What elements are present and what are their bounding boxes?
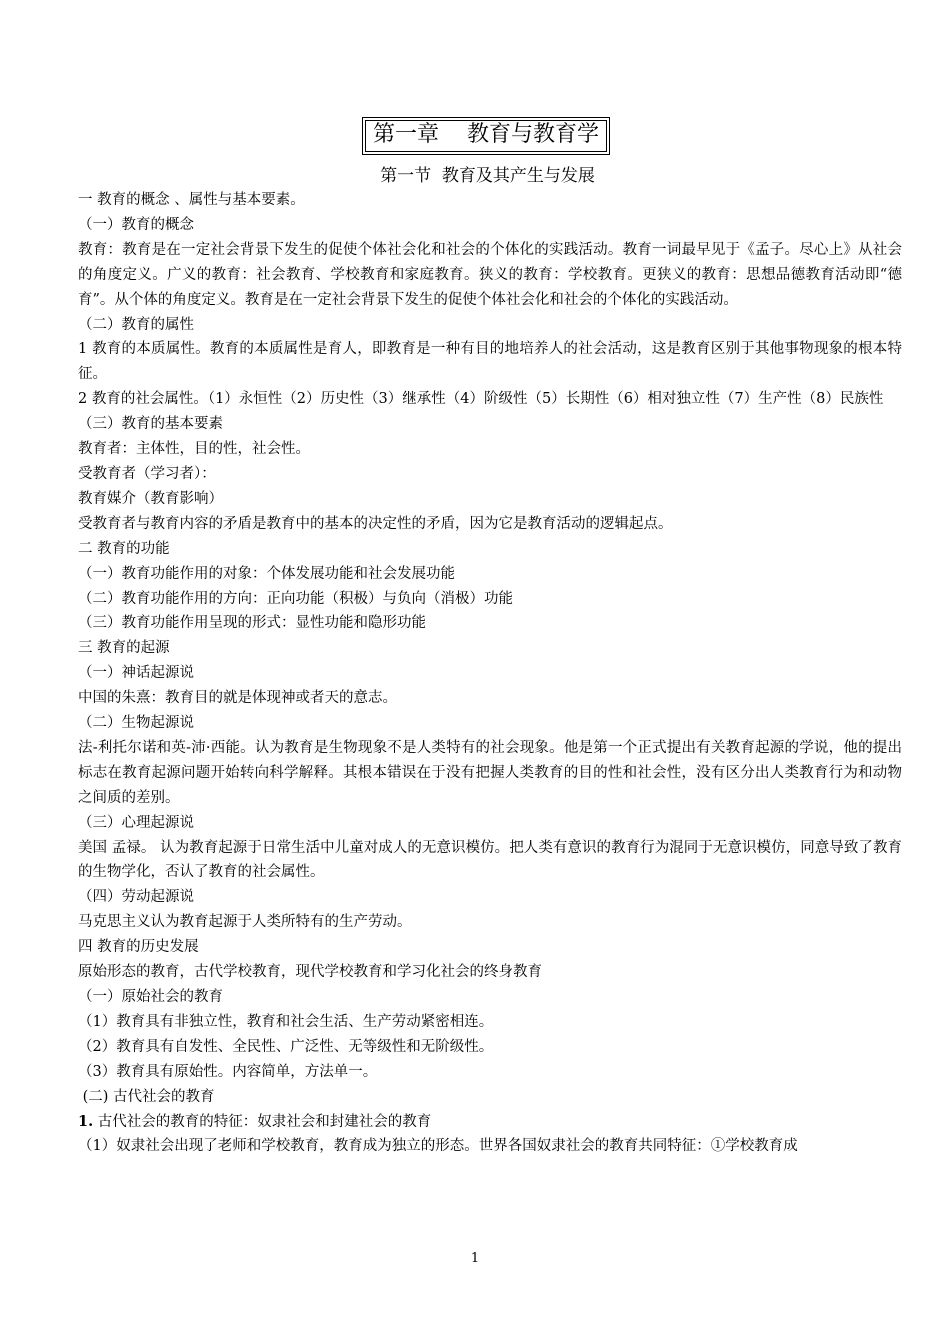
paragraph: 教育者：主体性，目的性，社会性。 xyxy=(78,441,310,458)
paragraph: （二）教育功能作用的方向：正向功能（积极）与负向（消极）功能 xyxy=(78,590,513,607)
chapter-title: 第一章 教育与教育学 xyxy=(373,122,599,147)
subheading: （三）教育的基本要素 xyxy=(78,416,223,433)
list-item: （2）教育具有自发性、全民性、广泛性、无等级性和无阶级性。 xyxy=(78,1038,494,1055)
subheading: （二）生物起源说 xyxy=(78,715,194,732)
subheading: （二）教育的属性 xyxy=(78,316,194,333)
paragraph: 教育：教育是在一定社会背景下发生的促使个体社会化和社会的个体化的实践活动。教育一词最早见于《孟子。尽心上》从社会的角度定义。广义的教育：社会教育、学校教育和家庭教育。狭义的教育：学校教育。更狭义的教育：思想品德教育活动即“德育”。从个体的角度定义。教育是在一定社会背景下发生的促使个体社会化和社会的个体化的实践活动。 xyxy=(78,241,902,308)
paragraph: 2 教育的社会属性。（1）永恒性（2）历史性（3）继承性（4）阶级性（5）长期性（6）相对独立性（7）生产性（8）民族性 xyxy=(78,391,884,408)
heading-3: 三 教育的起源 xyxy=(78,640,170,657)
subheading: （一）原始社会的教育 xyxy=(78,989,223,1005)
paragraph: 法-利托尔诺和英-沛·西能。认为教育是生物现象不是人类特有的社会现象。他是第一个正式提出有关教育起源的学说，他的提出标志在教育起源问题开始转向科学解释。其根本错误在于没有把握人类教育的目的性和社会性，没有区分出人类教育行为和动物之间质的差别。 xyxy=(78,739,902,806)
document-body xyxy=(78,188,902,1159)
list-item: （3）教育具有原始性。内容简单，方法单一。 xyxy=(78,1063,378,1080)
paragraph: （一）教育功能作用的对象：个体发展功能和社会发展功能 xyxy=(78,565,455,582)
paragraph: （1）奴隶社会出现了老师和学校教育，教育成为独立的形态。世界各国奴隶社会的教育共同特征：①学校教育成 xyxy=(78,1138,798,1155)
paragraph: 1 教育的本质属性。教育的本质属性是育人，即教育是一种有目的地培养人的社会活动，这是教育区别于其他事物现象的根本特征。 xyxy=(78,341,902,383)
paragraph: 马克思主义认为教育起源于人类所特有的生产劳动。 xyxy=(78,914,412,931)
paragraph: 受教育者与教育内容的矛盾是教育中的基本的决定性的矛盾，因为它是教育活动的逻辑起点。 xyxy=(78,515,673,532)
paragraph: 中国的朱熹：教育目的就是体现神或者天的意志。 xyxy=(78,690,397,707)
heading-1: 一 教育的概念 、属性与基本要素。 xyxy=(78,192,305,208)
paragraph: 美国 孟禄。 认为教育起源于日常生活中儿童对成人的无意识模仿。把人类有意识的教育行为混同于无意识模仿，同意导致了教育的生物学化，否认了教育的社会属性。 xyxy=(78,839,902,881)
paragraph: （三）教育功能作用呈现的形式：显性功能和隐形功能 xyxy=(78,615,426,632)
list-item: （1）教育具有非独立性，教育和社会生活、生产劳动紧密相连。 xyxy=(78,1013,494,1030)
heading-4: 四 教育的历史发展 xyxy=(78,939,199,956)
paragraph: 受教育者（学习者）： xyxy=(78,465,216,482)
paragraph: 教育媒介（教育影响） xyxy=(78,490,223,507)
bold-subheading-text: 古代社会的教育的特征：奴隶社会和封建社会的教育 xyxy=(93,1113,432,1130)
subheading: （一）神话起源说 xyxy=(78,665,194,682)
bold-subheading xyxy=(78,1110,902,1135)
paragraph: 原始形态的教育，古代学校教育，现代学校教育和学习化社会的终身教育 xyxy=(78,964,542,981)
section-title: 第一节 教育及其产生与发展 xyxy=(380,166,595,186)
subheading: （三）心理起源说 xyxy=(78,814,194,831)
bold-number: 1. xyxy=(78,1112,94,1130)
subheading: （一）教育的概念 xyxy=(78,216,194,233)
subheading: (二) 古代社会的教育 xyxy=(78,1088,215,1105)
page-number: 1 xyxy=(470,1251,480,1266)
heading-2: 二 教育的功能 xyxy=(78,540,170,557)
subheading: （四）劳动起源说 xyxy=(78,889,194,906)
